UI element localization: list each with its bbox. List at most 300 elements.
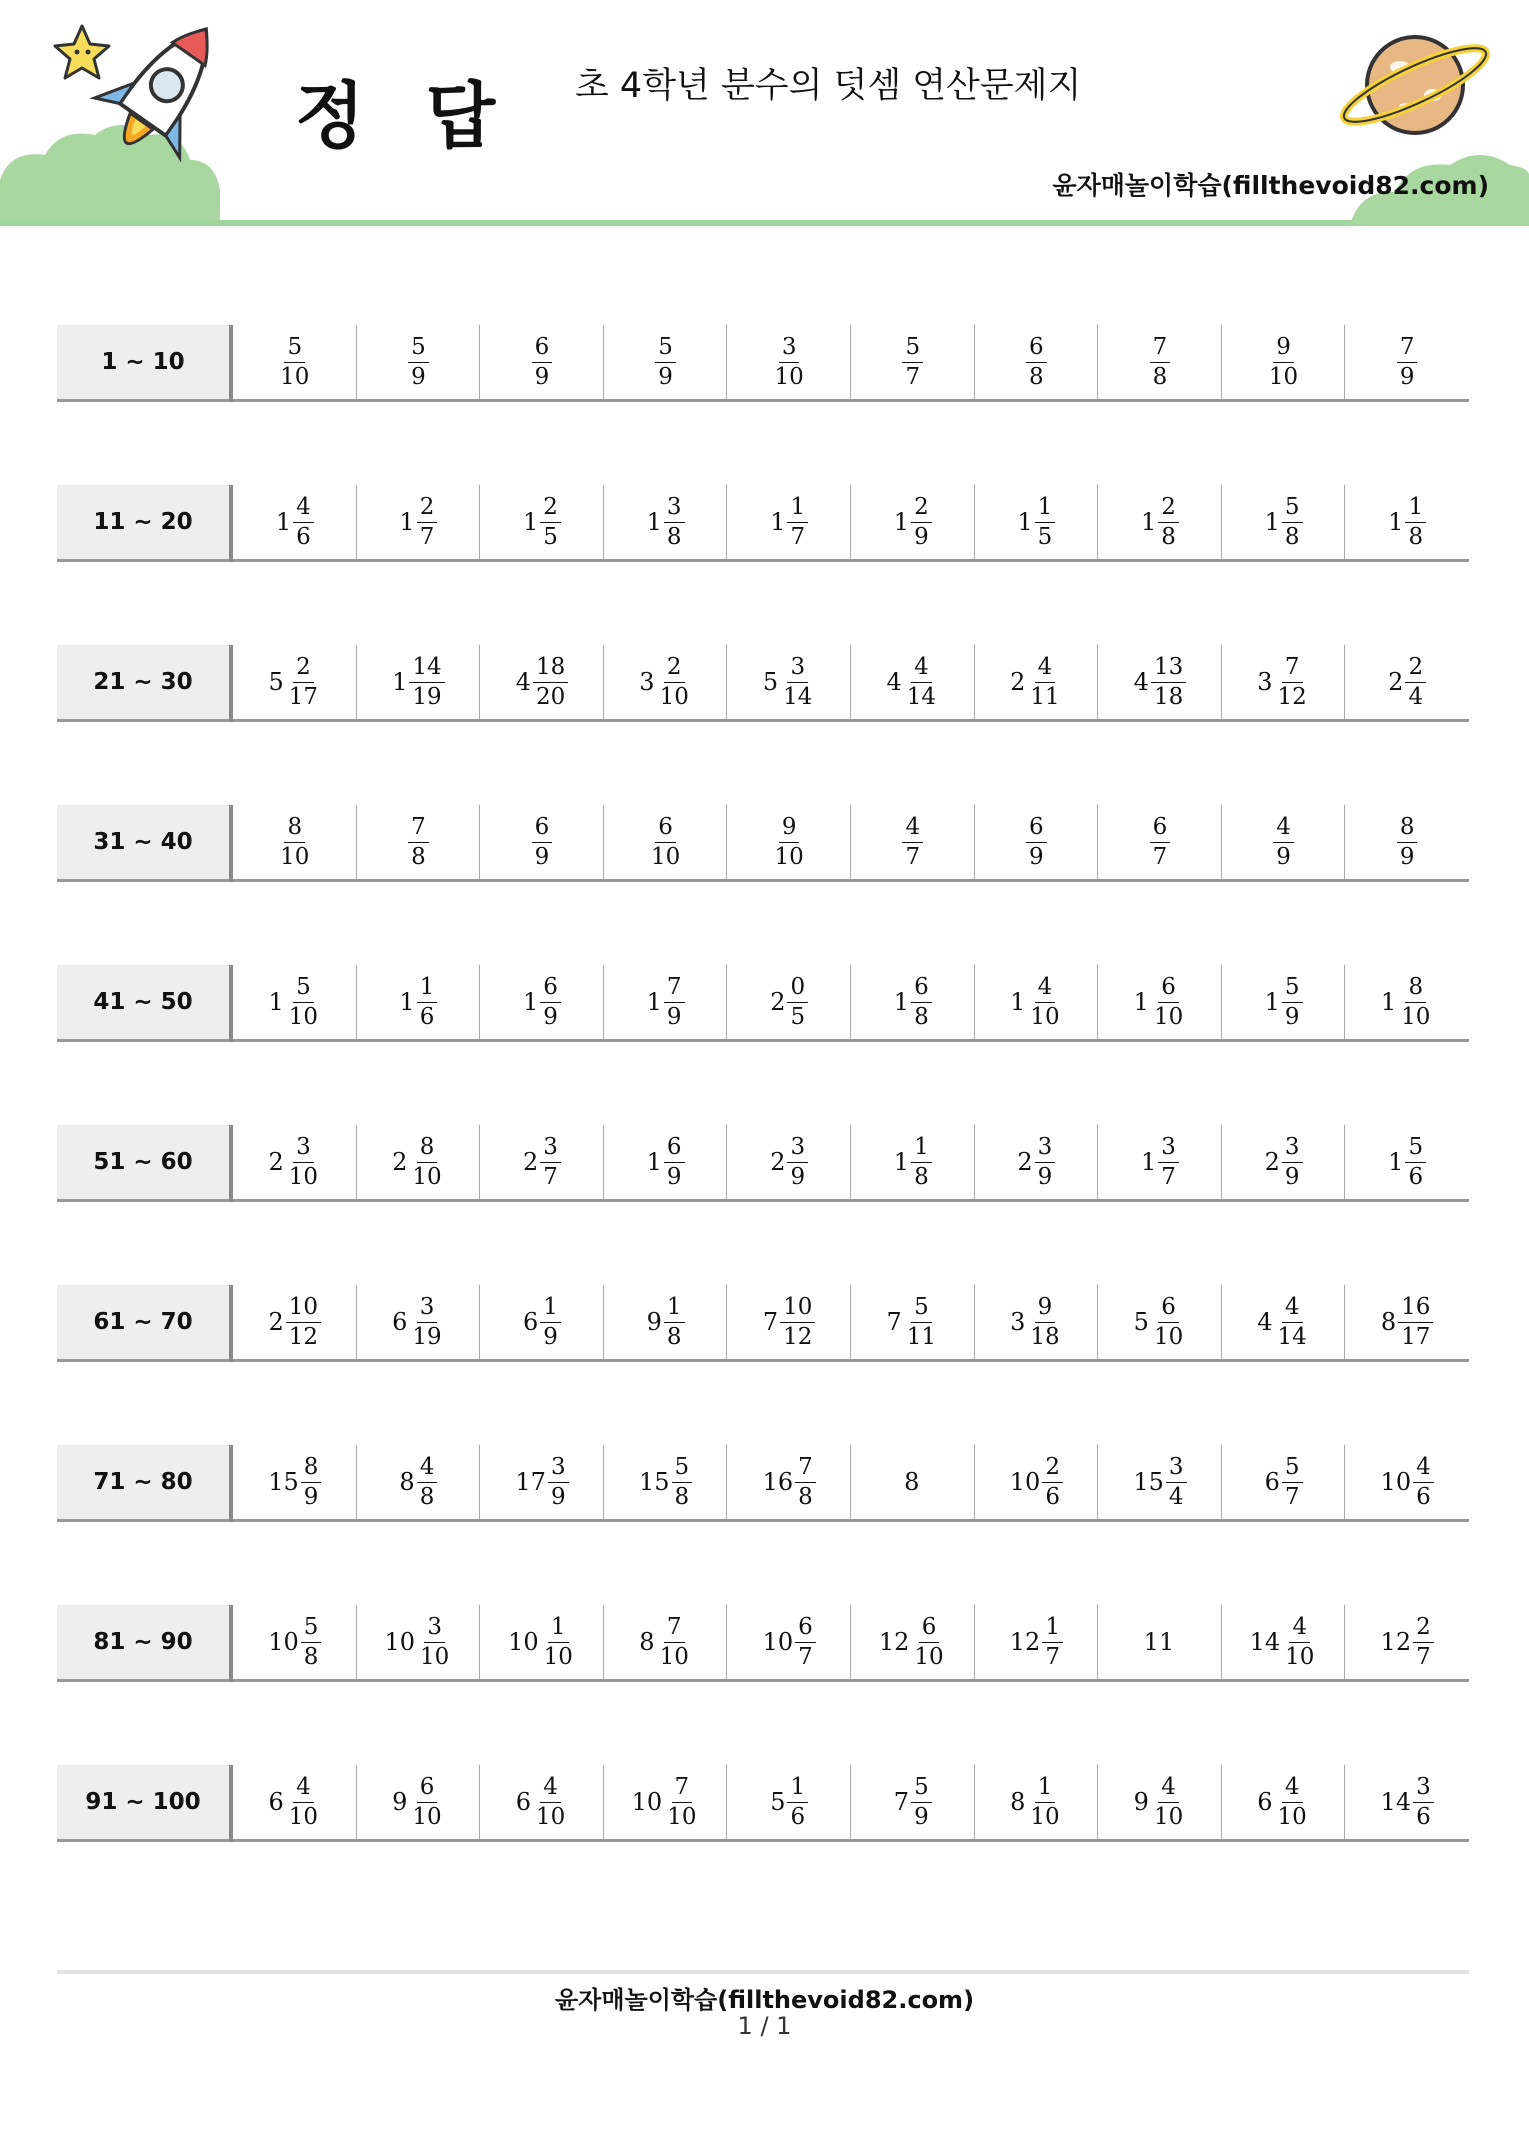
fraction: [417, 1453, 438, 1510]
whole-number: 1: [1388, 508, 1404, 536]
site-credit: 윤자매놀이학습(fillthevoid82.com): [1052, 171, 1489, 200]
numerator: 2: [1405, 656, 1426, 683]
denominator: 6: [296, 523, 311, 550]
fraction: [902, 333, 923, 390]
fraction: [664, 1133, 685, 1190]
answer-cell: [604, 805, 728, 879]
answer-cells: [233, 1285, 1469, 1362]
fraction: [409, 653, 444, 710]
numerator: 4: [293, 1776, 314, 1803]
answer-cell: [233, 1125, 357, 1199]
fraction: [911, 1773, 932, 1830]
whole-number: 9: [392, 1788, 408, 1816]
numerator: 8: [1405, 976, 1426, 1003]
numerator: 1: [1405, 496, 1426, 523]
fraction: [417, 1613, 452, 1670]
answer-cell: [1345, 1605, 1469, 1679]
answer-cell: [604, 325, 728, 399]
denominator: 7: [1152, 843, 1168, 870]
denominator: 19: [412, 683, 442, 710]
numerator: 4: [417, 1456, 438, 1483]
fraction: [1026, 333, 1047, 390]
answer-cell: [604, 1605, 728, 1679]
answer-table: [57, 325, 1469, 1925]
answer-cell: [1345, 965, 1469, 1039]
fraction: [417, 493, 438, 550]
numerator: 2: [293, 656, 314, 683]
fraction: [664, 493, 685, 550]
denominator: 7: [798, 1643, 813, 1670]
whole-number: 4: [1133, 668, 1149, 696]
answer-cell: [1098, 1765, 1222, 1839]
fraction: [772, 813, 807, 870]
answer-cell: [1098, 1125, 1222, 1199]
answer-cell: [1345, 1125, 1469, 1199]
fraction: [532, 333, 553, 390]
fraction: [533, 1773, 568, 1830]
answer-cell: [1098, 325, 1222, 399]
fraction: [301, 1453, 322, 1510]
whole-number: 6: [515, 1788, 531, 1816]
header-divider: [0, 220, 1529, 226]
numerator: 5: [672, 1456, 693, 1483]
denominator: 8: [914, 1003, 929, 1030]
numerator: 4: [293, 496, 314, 523]
answer-cell: [727, 1125, 851, 1199]
numerator: 16: [1398, 1296, 1433, 1323]
numerator: 8: [284, 816, 305, 843]
answer-cells: [233, 1765, 1469, 1842]
fraction: [533, 653, 568, 710]
denominator: 10: [667, 1803, 697, 1830]
numerator: 1: [1035, 1776, 1056, 1803]
answer-cell: [233, 1445, 357, 1519]
answer-cell: [1345, 645, 1469, 719]
numerator: 3: [1282, 1136, 1303, 1163]
answer-cell: [851, 965, 975, 1039]
fraction: [672, 1453, 693, 1510]
answer-cell: [604, 1125, 728, 1199]
whole-number: 4: [1257, 1308, 1273, 1336]
numerator: 1: [911, 1136, 932, 1163]
fraction: [911, 973, 932, 1030]
answer-cell: [975, 1765, 1099, 1839]
numerator: 5: [1282, 976, 1303, 1003]
answer-cell: [480, 485, 604, 559]
numerator: 6: [417, 1776, 438, 1803]
denominator: 12: [1277, 683, 1307, 710]
fraction: [1035, 493, 1056, 550]
numerator: 6: [1150, 816, 1171, 843]
whole-number: 16: [762, 1468, 794, 1496]
denominator: 9: [1037, 1163, 1053, 1190]
answer-cell: [480, 645, 604, 719]
fraction: [1282, 1133, 1303, 1190]
row-range-label: 71 ~ 80: [57, 1445, 229, 1522]
numerator: 5: [408, 336, 429, 363]
fraction: [301, 1613, 322, 1670]
denominator: 9: [303, 1483, 319, 1510]
whole-number: 4: [515, 668, 531, 696]
fraction: [1282, 1453, 1303, 1510]
numerator: 3: [664, 496, 685, 523]
denominator: 10: [650, 843, 681, 870]
answer-cells: [233, 1445, 1469, 1522]
fraction: [655, 333, 676, 390]
whole-number: 1: [1133, 988, 1149, 1016]
fraction: [286, 1133, 321, 1190]
whole-number: 1: [275, 508, 292, 536]
numerator: 0: [787, 976, 808, 1003]
fraction: [1413, 1453, 1434, 1510]
denominator: 10: [543, 1643, 573, 1670]
denominator: 10: [774, 843, 804, 870]
whole-number: 1: [1388, 1148, 1404, 1176]
numerator: 6: [664, 1136, 685, 1163]
whole-number: 15: [268, 1468, 299, 1496]
denominator: 10: [1268, 363, 1299, 390]
numerator: 9: [779, 816, 800, 843]
fraction: [795, 1453, 816, 1510]
numerator: 1: [787, 1776, 808, 1803]
whole-number: 7: [886, 1308, 902, 1336]
denominator: 9: [1284, 1163, 1300, 1190]
answer-row: [57, 1125, 1469, 1285]
whole-number: 14: [1249, 1628, 1281, 1656]
answer-cell: [1098, 965, 1222, 1039]
whole-number: 15: [638, 1468, 670, 1496]
whole-number: 1: [893, 1148, 910, 1176]
fraction: [1150, 333, 1171, 390]
numerator: 6: [1158, 976, 1179, 1003]
answer-cell: [357, 1285, 481, 1359]
answer-cell: [233, 1285, 357, 1359]
numerator: 8: [1397, 816, 1418, 843]
answer-cell: [975, 1605, 1099, 1679]
whole-number: 1: [893, 988, 910, 1016]
fraction: [787, 493, 808, 550]
denominator: 9: [658, 363, 673, 390]
answer-cell: [1222, 965, 1346, 1039]
denominator: 7: [905, 843, 921, 870]
answer-cell: [233, 485, 357, 559]
answer-cell: [727, 325, 851, 399]
fraction: [1266, 333, 1301, 390]
numerator: 1: [1042, 1616, 1063, 1643]
answer-cell: [975, 805, 1099, 879]
whole-number: 2: [1388, 668, 1404, 696]
denominator: 4: [1408, 683, 1424, 710]
denominator: 4: [1168, 1483, 1184, 1510]
numerator: 7: [1150, 336, 1171, 363]
denominator: 10: [1030, 1803, 1060, 1830]
answer-cell: [1098, 805, 1222, 879]
denominator: 10: [1153, 1803, 1184, 1830]
denominator: 6: [1416, 1483, 1431, 1510]
star-icon: [55, 26, 109, 78]
fraction: [1413, 1773, 1434, 1830]
answer-cell: [975, 1445, 1099, 1519]
answer-row: [57, 325, 1469, 485]
answer-cell: [1222, 1125, 1346, 1199]
answer-cell: [1222, 1765, 1346, 1839]
whole-number: 1: [523, 508, 539, 536]
answer-cell: [1222, 325, 1346, 399]
fraction: [1166, 1453, 1187, 1510]
denominator: 6: [419, 1003, 435, 1030]
denominator: 9: [666, 1163, 682, 1190]
whole-number: 1: [1017, 508, 1033, 536]
denominator: 14: [1277, 1323, 1307, 1350]
numerator: 8: [301, 1456, 322, 1483]
numerator: 10: [286, 1296, 321, 1323]
answer-cell: [1345, 805, 1469, 879]
whole-number: 8: [399, 1468, 415, 1496]
answer-cell: [1222, 485, 1346, 559]
whole-number: 6: [268, 1788, 284, 1816]
denominator: 18: [1030, 1323, 1060, 1350]
denominator: 8: [798, 1483, 813, 1510]
numerator: 3: [293, 1136, 314, 1163]
fraction: [911, 1133, 932, 1190]
denominator: 7: [1045, 1643, 1060, 1670]
fraction: [664, 973, 685, 1030]
numerator: 9: [1035, 1296, 1056, 1323]
numerator: 6: [532, 336, 553, 363]
planet-icon: [1337, 36, 1494, 135]
numerator: 7: [672, 1776, 693, 1803]
whole-number: 6: [1264, 1468, 1280, 1496]
fraction: [787, 1773, 808, 1830]
fraction: [1027, 973, 1062, 1030]
numerator: 4: [1158, 1776, 1179, 1803]
whole-number: 3: [639, 668, 655, 696]
whole-number: 1: [893, 508, 910, 536]
answer-row: [57, 1285, 1469, 1445]
numerator: 3: [787, 1136, 808, 1163]
fraction: [1158, 493, 1179, 550]
answer-row: [57, 645, 1469, 805]
footer-divider: [57, 1970, 1469, 1974]
answer-cell: [357, 1125, 481, 1199]
answer-cell: [357, 1445, 481, 1519]
whole-number: 8: [1380, 1308, 1397, 1336]
answer-cell: [1222, 805, 1346, 879]
row-range-label: 51 ~ 60: [57, 1125, 229, 1202]
page-number: 1 / 1: [737, 2012, 792, 2040]
whole-number: 1: [523, 988, 539, 1016]
answer-cell: [604, 1765, 728, 1839]
whole-number: 1: [770, 508, 786, 536]
whole-number: 7: [893, 1788, 910, 1816]
numerator: 5: [1282, 1456, 1303, 1483]
whole-number: 1: [399, 988, 415, 1016]
page-title: 정 답: [295, 74, 514, 158]
answer-cell: [480, 805, 604, 879]
answer-cell: [727, 1285, 851, 1359]
whole-number: 2: [523, 1148, 539, 1176]
answer-cell: [480, 1125, 604, 1199]
answer-cell: [480, 1285, 604, 1359]
answer-cell: [357, 1605, 481, 1679]
denominator: 14: [783, 683, 813, 710]
denominator: 7: [1416, 1643, 1431, 1670]
denominator: 8: [303, 1643, 319, 1670]
denominator: 12: [288, 1323, 319, 1350]
denominator: 10: [1401, 1003, 1431, 1030]
fraction: [780, 653, 815, 710]
numerator: 5: [655, 336, 676, 363]
whole-number: 2: [770, 1148, 786, 1176]
row-range-label: 41 ~ 50: [57, 965, 229, 1042]
whole-number: 1: [399, 508, 415, 536]
numerator: 5: [301, 1616, 322, 1643]
numerator: 3: [424, 1616, 445, 1643]
numerator: 5: [1405, 1136, 1426, 1163]
whole-number: 10: [508, 1628, 539, 1656]
fraction: [286, 1773, 321, 1830]
fraction: [904, 653, 939, 710]
fraction: [780, 1293, 815, 1350]
fraction: [1150, 813, 1171, 870]
fraction: [787, 1133, 808, 1190]
fraction: [277, 813, 312, 870]
denominator: 7: [1161, 1163, 1176, 1190]
whole-number: 1: [1140, 508, 1157, 536]
whole-number: 10: [762, 1628, 794, 1656]
answer-cell: [1098, 1285, 1222, 1359]
denominator: 10: [420, 1643, 450, 1670]
numerator: 4: [1413, 1456, 1434, 1483]
fraction: [1405, 653, 1426, 710]
whole-number: 12: [1009, 1628, 1041, 1656]
denominator: 8: [1029, 363, 1044, 390]
answer-cells: [233, 965, 1469, 1042]
whole-number: 8: [1010, 1788, 1026, 1816]
denominator: 6: [1416, 1803, 1431, 1830]
fraction: [1275, 1773, 1310, 1830]
answer-cell: [1098, 1605, 1222, 1679]
denominator: 8: [1161, 523, 1176, 550]
answer-cell: [975, 645, 1099, 719]
fraction: [548, 1453, 569, 1510]
denominator: 9: [790, 1163, 806, 1190]
numerator: 5: [911, 1296, 932, 1323]
fraction: [540, 493, 561, 550]
numerator: 13: [1151, 656, 1186, 683]
numerator: 3: [779, 336, 800, 363]
answer-cell: [233, 1765, 357, 1839]
whole-number: 1: [1264, 988, 1280, 1016]
denominator: 9: [914, 1803, 929, 1830]
fraction: [1026, 813, 1047, 870]
answer-cell: [604, 485, 728, 559]
denominator: 10: [774, 363, 804, 390]
whole-number: 10: [268, 1628, 299, 1656]
denominator: 7: [543, 1163, 558, 1190]
numerator: 3: [1035, 1136, 1056, 1163]
whole-number: 2: [392, 1148, 408, 1176]
numerator: 2: [1413, 1616, 1434, 1643]
numerator: 3: [787, 656, 808, 683]
denominator: 14: [906, 683, 937, 710]
denominator: 9: [543, 1003, 558, 1030]
row-range-label: 61 ~ 70: [57, 1285, 229, 1362]
whole-number: 2: [1264, 1148, 1280, 1176]
numerator: 5: [902, 336, 923, 363]
numerator: 5: [293, 976, 314, 1003]
whole-number: 8: [904, 1468, 920, 1496]
denominator: 9: [1399, 363, 1415, 390]
answer-cell: [851, 1125, 975, 1199]
fraction: [1398, 973, 1433, 1030]
numerator: 7: [408, 816, 429, 843]
denominator: 9: [534, 843, 550, 870]
fraction: [293, 493, 314, 550]
denominator: 17: [1401, 1323, 1431, 1350]
whole-number: 4: [886, 668, 902, 696]
row-range-label: 81 ~ 90: [57, 1605, 229, 1682]
answer-cell: [1222, 1445, 1346, 1519]
answer-row: [57, 485, 1469, 645]
whole-number: 6: [523, 1308, 539, 1336]
denominator: 5: [790, 1003, 806, 1030]
fraction: [664, 1773, 699, 1830]
whole-number: 1: [1380, 988, 1397, 1016]
whole-number: 1: [1264, 508, 1280, 536]
answer-cell: [357, 645, 481, 719]
whole-number: 5: [1133, 1308, 1149, 1336]
whole-number: 2: [770, 988, 786, 1016]
answer-cells: [233, 485, 1469, 562]
answer-cell: [604, 645, 728, 719]
answer-row: [57, 1765, 1469, 1925]
numerator: 2: [1042, 1456, 1063, 1483]
answer-cell: [480, 325, 604, 399]
row-range-label: 11 ~ 20: [57, 485, 229, 562]
numerator: 1: [787, 496, 808, 523]
numerator: 1: [540, 1296, 561, 1323]
denominator: 9: [914, 523, 929, 550]
answer-cell: [1345, 1445, 1469, 1519]
numerator: 3: [540, 1136, 561, 1163]
fraction: [911, 493, 932, 550]
fraction: [787, 973, 808, 1030]
numerator: 7: [1397, 336, 1418, 363]
numerator: 6: [911, 976, 932, 1003]
fraction: [277, 333, 312, 390]
answer-cell: [851, 325, 975, 399]
denominator: 10: [659, 683, 689, 710]
numerator: 6: [532, 816, 553, 843]
numerator: 4: [1282, 1296, 1303, 1323]
worksheet-subtitle: 초 4학년 분수의 덧셈 연산문제지: [575, 66, 1082, 106]
denominator: 6: [1045, 1483, 1060, 1510]
answer-cell: [233, 965, 357, 1039]
fraction: [1027, 1773, 1062, 1830]
denominator: 11: [906, 1323, 937, 1350]
numerator: 6: [655, 816, 676, 843]
answer-cell: [1345, 325, 1469, 399]
denominator: 10: [280, 363, 310, 390]
numerator: 5: [284, 336, 305, 363]
denominator: 10: [1277, 1803, 1307, 1830]
denominator: 8: [666, 523, 682, 550]
answer-cell: [1098, 1445, 1222, 1519]
numerator: 3: [548, 1456, 569, 1483]
fraction: [409, 1293, 444, 1350]
denominator: 8: [419, 1483, 435, 1510]
